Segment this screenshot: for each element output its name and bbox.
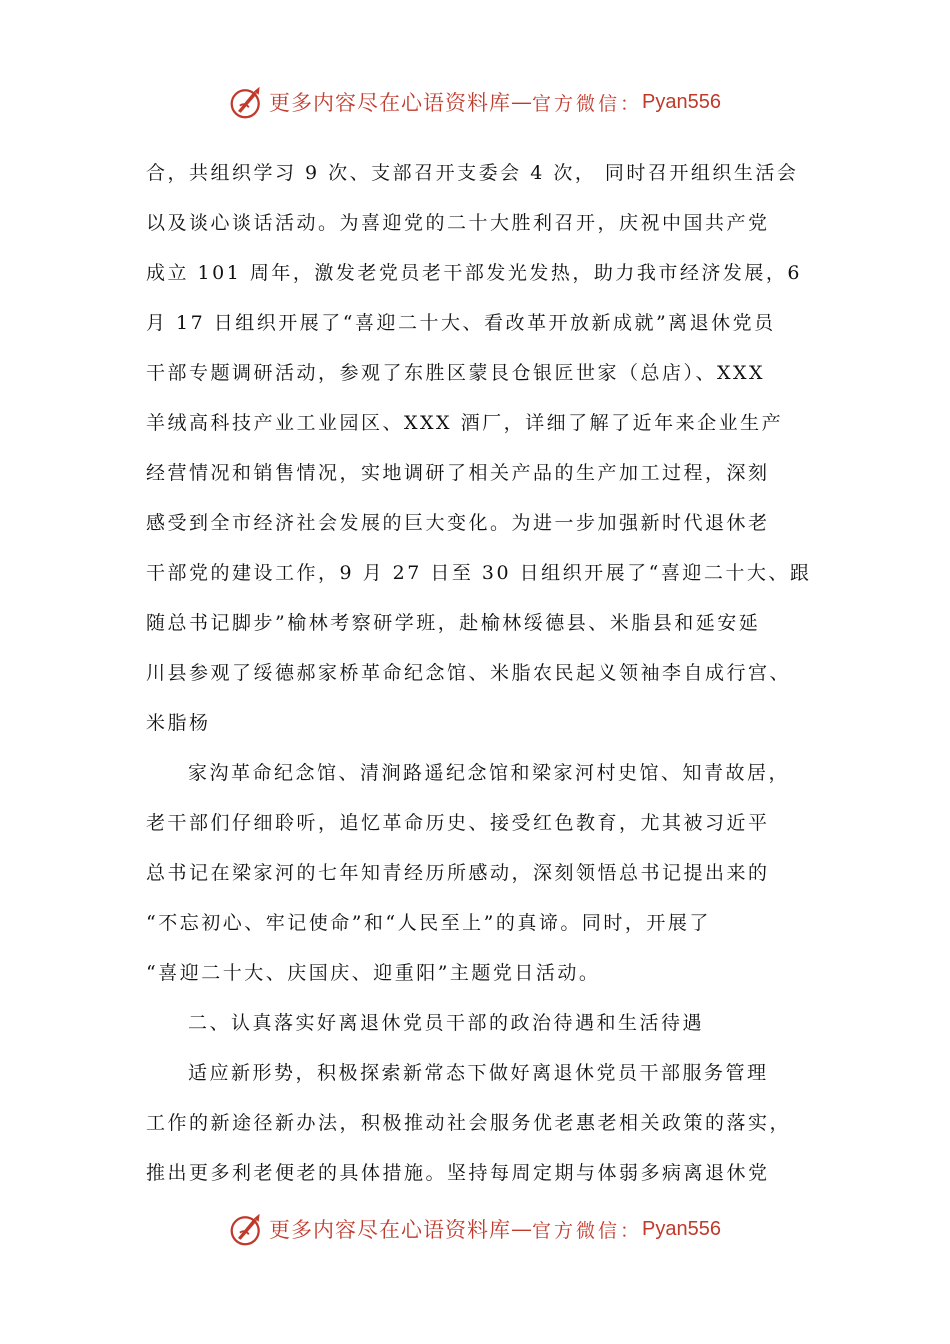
- body-line: 月 17 日组织开展了“喜迎二十大、看改革开放新成就”离退休党员: [146, 312, 776, 334]
- body-line: 干部专题调研活动，参观了东胜区蒙艮仓银匠世家（总店）、XXX: [146, 362, 766, 384]
- body-line: 工作的新途径新办法，积极推动社会服务优老惠老相关政策的落实，: [146, 1112, 792, 1134]
- body-line: 成立 101 周年，激发老党员老干部发光发热，助力我市经济发展，6: [146, 262, 802, 284]
- paragraph-start-line: 适应新形势，积极探索新常态下做好离退休党员干部服务管理: [188, 1062, 769, 1084]
- body-line: 干部党的建设工作，9 月 27 日至 30 日组织开展了“喜迎二十大、跟: [146, 562, 812, 584]
- body-line: “喜迎二十大、庆国庆、迎重阳”主题党日活动。: [146, 962, 601, 984]
- header-brand-text: 更多内容尽在心语资料库: [269, 91, 511, 115]
- body-line: 随总书记脚步”榆林考察研学班，赴榆林绥德县、米脂县和延安延: [146, 612, 761, 634]
- footer-wechat-id: Pyan556: [642, 1217, 721, 1240]
- header-wechat-id: Pyan556: [642, 90, 721, 113]
- body-line: 感受到全市经济社会发展的巨大变化。为进一步加强新时代退休老: [146, 512, 770, 534]
- footer-separator: —: [511, 1217, 532, 1241]
- footer-banner: [0, 1207, 950, 1251]
- body-line: 总书记在梁家河的七年知青经历所感动，深刻领悟总书记提出来的: [146, 862, 770, 884]
- body-line: 米脂杨: [146, 712, 211, 734]
- body-line: 合，共组织学习 9 次、支部召开支委会 4 次， 同时召开组织生活会: [146, 162, 799, 184]
- quill-logo-icon: [229, 1211, 265, 1247]
- section-heading: 二、认真落实好离退休党员干部的政治待遇和生活待遇: [188, 1012, 705, 1034]
- body-line: 羊绒高科技产业工业园区、XXX 酒厂，详细了解了近年来企业生产: [146, 412, 784, 434]
- body-line: 老干部们仔细聆听，追忆革命历史、接受红色教育，尤其被习近平: [146, 812, 770, 834]
- body-line: 以及谈心谈话活动。为喜迎党的二十大胜利召开，庆祝中国共产党: [146, 212, 770, 234]
- header-separator: —: [511, 90, 532, 114]
- header-wechat-label: 官方微信：: [532, 92, 643, 115]
- paragraph-start-line: 家沟革命纪念馆、清涧路遥纪念馆和梁家河村史馆、知青故居，: [188, 762, 791, 784]
- body-line: 推出更多利老便老的具体措施。坚持每周定期与体弱多病离退休党: [146, 1162, 770, 1184]
- body-line: 经营情况和销售情况，实地调研了相关产品的生产加工过程，深刻: [146, 462, 770, 484]
- footer-wechat-label: 官方微信：: [532, 1219, 643, 1242]
- quill-logo-icon: [229, 84, 265, 120]
- body-line: “不忘初心、牢记使命”和“人民至上”的真谛。同时，开展了: [146, 912, 711, 934]
- document-body: [146, 148, 826, 1198]
- body-line: 川县参观了绥德郝家桥革命纪念馆、米脂农民起义领袖李自成行宫、: [146, 662, 792, 684]
- header-banner: [0, 80, 950, 124]
- footer-brand-text: 更多内容尽在心语资料库: [269, 1218, 511, 1242]
